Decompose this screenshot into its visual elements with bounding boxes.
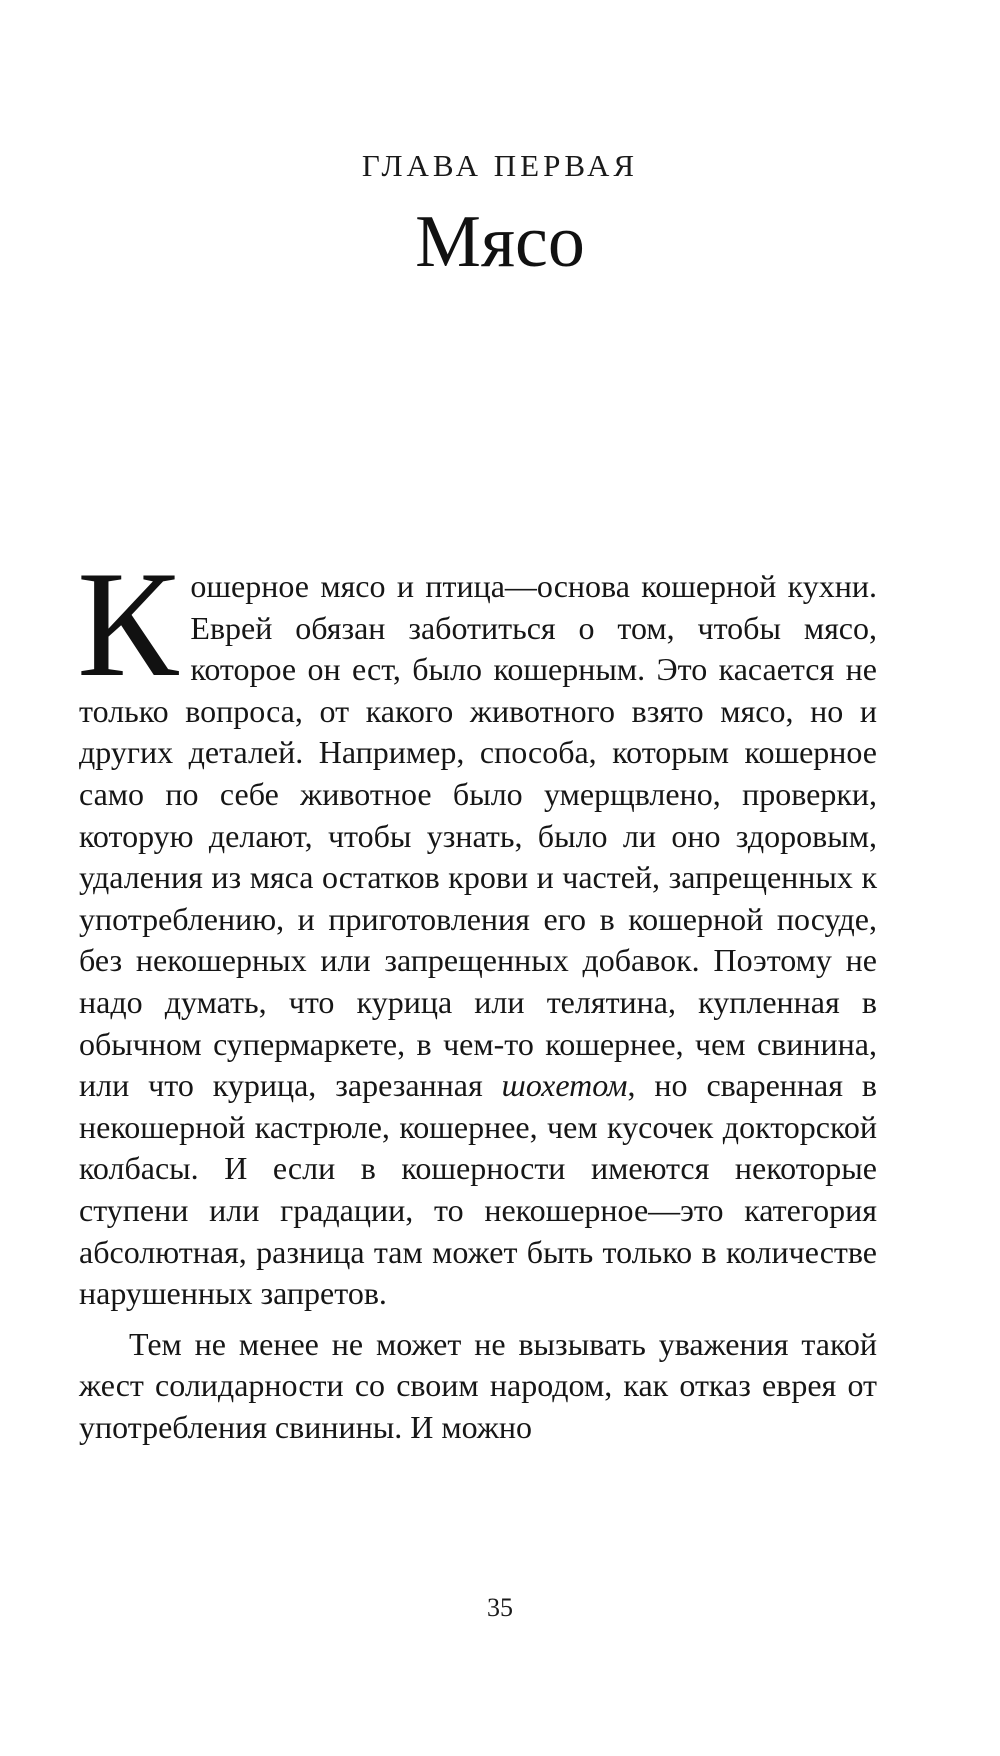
paragraph-1-italic-term: шохетом — [501, 1067, 628, 1104]
drop-cap: К — [77, 540, 179, 708]
paragraph-1-text-start: ошерное мясо и птица—основа кошерной кухни. Еврей обязан заботиться о том, чтобы мясо, которое он ест, было кошерным. Это касается не только вопроса, от какого животного взято мясо, но и других деталей. Например, способа, которым кошерное само по себе животное было умерщвлено, проверки, которую делают, чтобы узнать, было ли оно здоровым, удаления из мяса остатков крови и частей, запрещенных к употреблению, и приготовления его в кошерной посуде, без некошерных или запрещенных добавок. Поэтому не надо думать, что курица или телятина, купленная в обычном супермаркете, в чем-то кошернее, чем свинина, или что курица, зарезанная — [79, 568, 877, 1104]
body-text — [77, 540, 878, 1448]
paragraph-1 — [77, 540, 878, 1315]
paragraph-2: Тем не менее не может не вызывать уважения такой жест солидарности со своим народом, как отказ еврея от употребления свинины. И можно — [79, 1325, 877, 1445]
page-number: 35 — [487, 1593, 513, 1622]
paragraph-1-text-end: , но сваренная в некошерной кастрюле, кошернее, чем кусочек докторской колбасы. И если в кошерности имеются некоторые ступени или градации, то некошерное—это категория абсолютная, разница там может быть только в количестве нарушенных запретов. — [79, 1067, 878, 1312]
chapter-title: Мясо — [415, 201, 585, 283]
chapter-label: ГЛАВА ПЕРВАЯ — [361, 148, 639, 183]
